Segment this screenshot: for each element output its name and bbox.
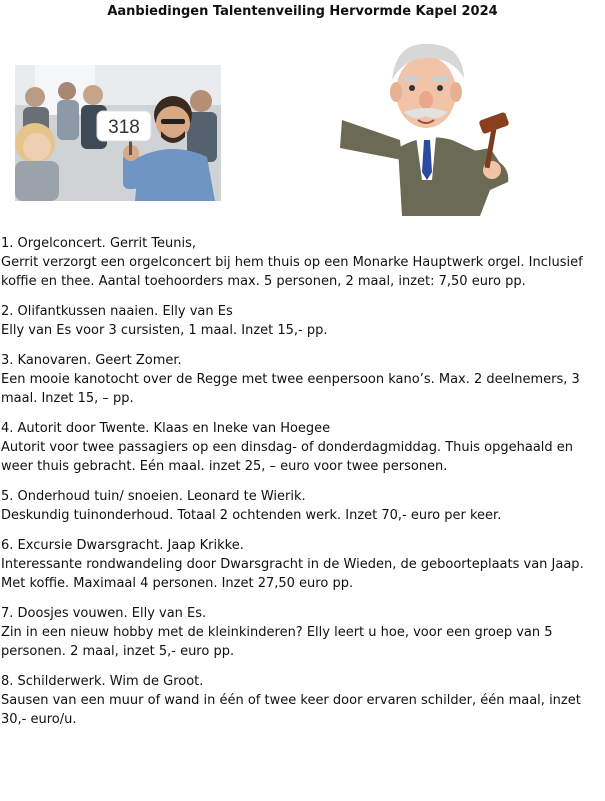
offer-description: Gerrit verzorgt een orgelconcert bij hem thuis op een Monarke Hauptwerk orgel. Inclusief koffie en thee. Aantal toehoorders max. 5 personen, 2 maal, inzet: 7,50 euro pp. <box>1 255 583 289</box>
offer-heading: 7. Doosjes vouwen. Elly van Es. <box>1 606 207 621</box>
offer-description: Elly van Es voor 3 cursisten, 1 maal. Inzet 15,- pp. <box>1 323 328 338</box>
offer-item-4 <box>1 419 601 476</box>
offer-heading: 1. Orgelconcert. Gerrit Teunis, <box>1 236 197 251</box>
offer-description: Autorit voor twee passagiers op een dinsdag- of donderdagmiddag. Thuis opgehaald en weer thuis gebracht. Eén maal. inzet 25, – euro voor twee personen. <box>1 440 574 474</box>
page-title: Aanbiedingen Talentenveiling Hervormde Kapel 2024 <box>107 4 498 19</box>
offer-description: Een mooie kanotocht over de Regge met twee eenpersoon kano’s. Max. 2 deelnemers, 3 maal. Inzet 15, – pp. <box>1 372 580 406</box>
offer-list <box>1 234 601 740</box>
offer-item-6 <box>1 536 601 593</box>
offer-heading: 6. Excursie Dwarsgracht. Jaap Krikke. <box>1 538 244 553</box>
offer-item-3 <box>1 351 601 408</box>
offer-description: Interessante rondwandeling door Dwarsgracht in de Wieden, de geboorteplaats van Jaap. Met koffie. Maximaal 4 personen. Inzet 27,50 euro pp. <box>1 557 584 591</box>
offer-heading: 3. Kanovaren. Geert Zomer. <box>1 353 182 368</box>
offer-description: Sausen van een muur of wand in één of twee keer door ervaren schilder, één maal, inzet 30,- euro/u. <box>1 693 581 727</box>
auction-audience-photo <box>15 65 221 201</box>
offer-item-7 <box>1 604 601 661</box>
offer-heading: 4. Autorit door Twente. Klaas en Ineke van Hoegee <box>1 421 331 436</box>
offer-item-8 <box>1 672 601 729</box>
offer-description: Zin in een nieuw hobby met de kleinkinderen? Elly leert u hoe, voor een groep van 5 personen. 2 maal, inzet 5,- euro pp. <box>1 625 553 659</box>
offer-heading: 8. Schilderwerk. Wim de Groot. <box>1 674 204 689</box>
auctioneer-cartoon <box>340 40 526 216</box>
paddle-number: 318 <box>108 117 140 138</box>
offer-item-5 <box>1 487 601 525</box>
offer-item-1 <box>1 234 601 291</box>
offer-heading: 2. Olifantkussen naaien. Elly van Es <box>1 304 233 319</box>
offer-heading: 5. Onderhoud tuin/ snoeien. Leonard te Wierik. <box>1 489 306 504</box>
offer-item-2 <box>1 302 601 340</box>
offer-description: Deskundig tuinonderhoud. Totaal 2 ochtenden werk. Inzet 70,- euro per keer. <box>1 508 502 523</box>
